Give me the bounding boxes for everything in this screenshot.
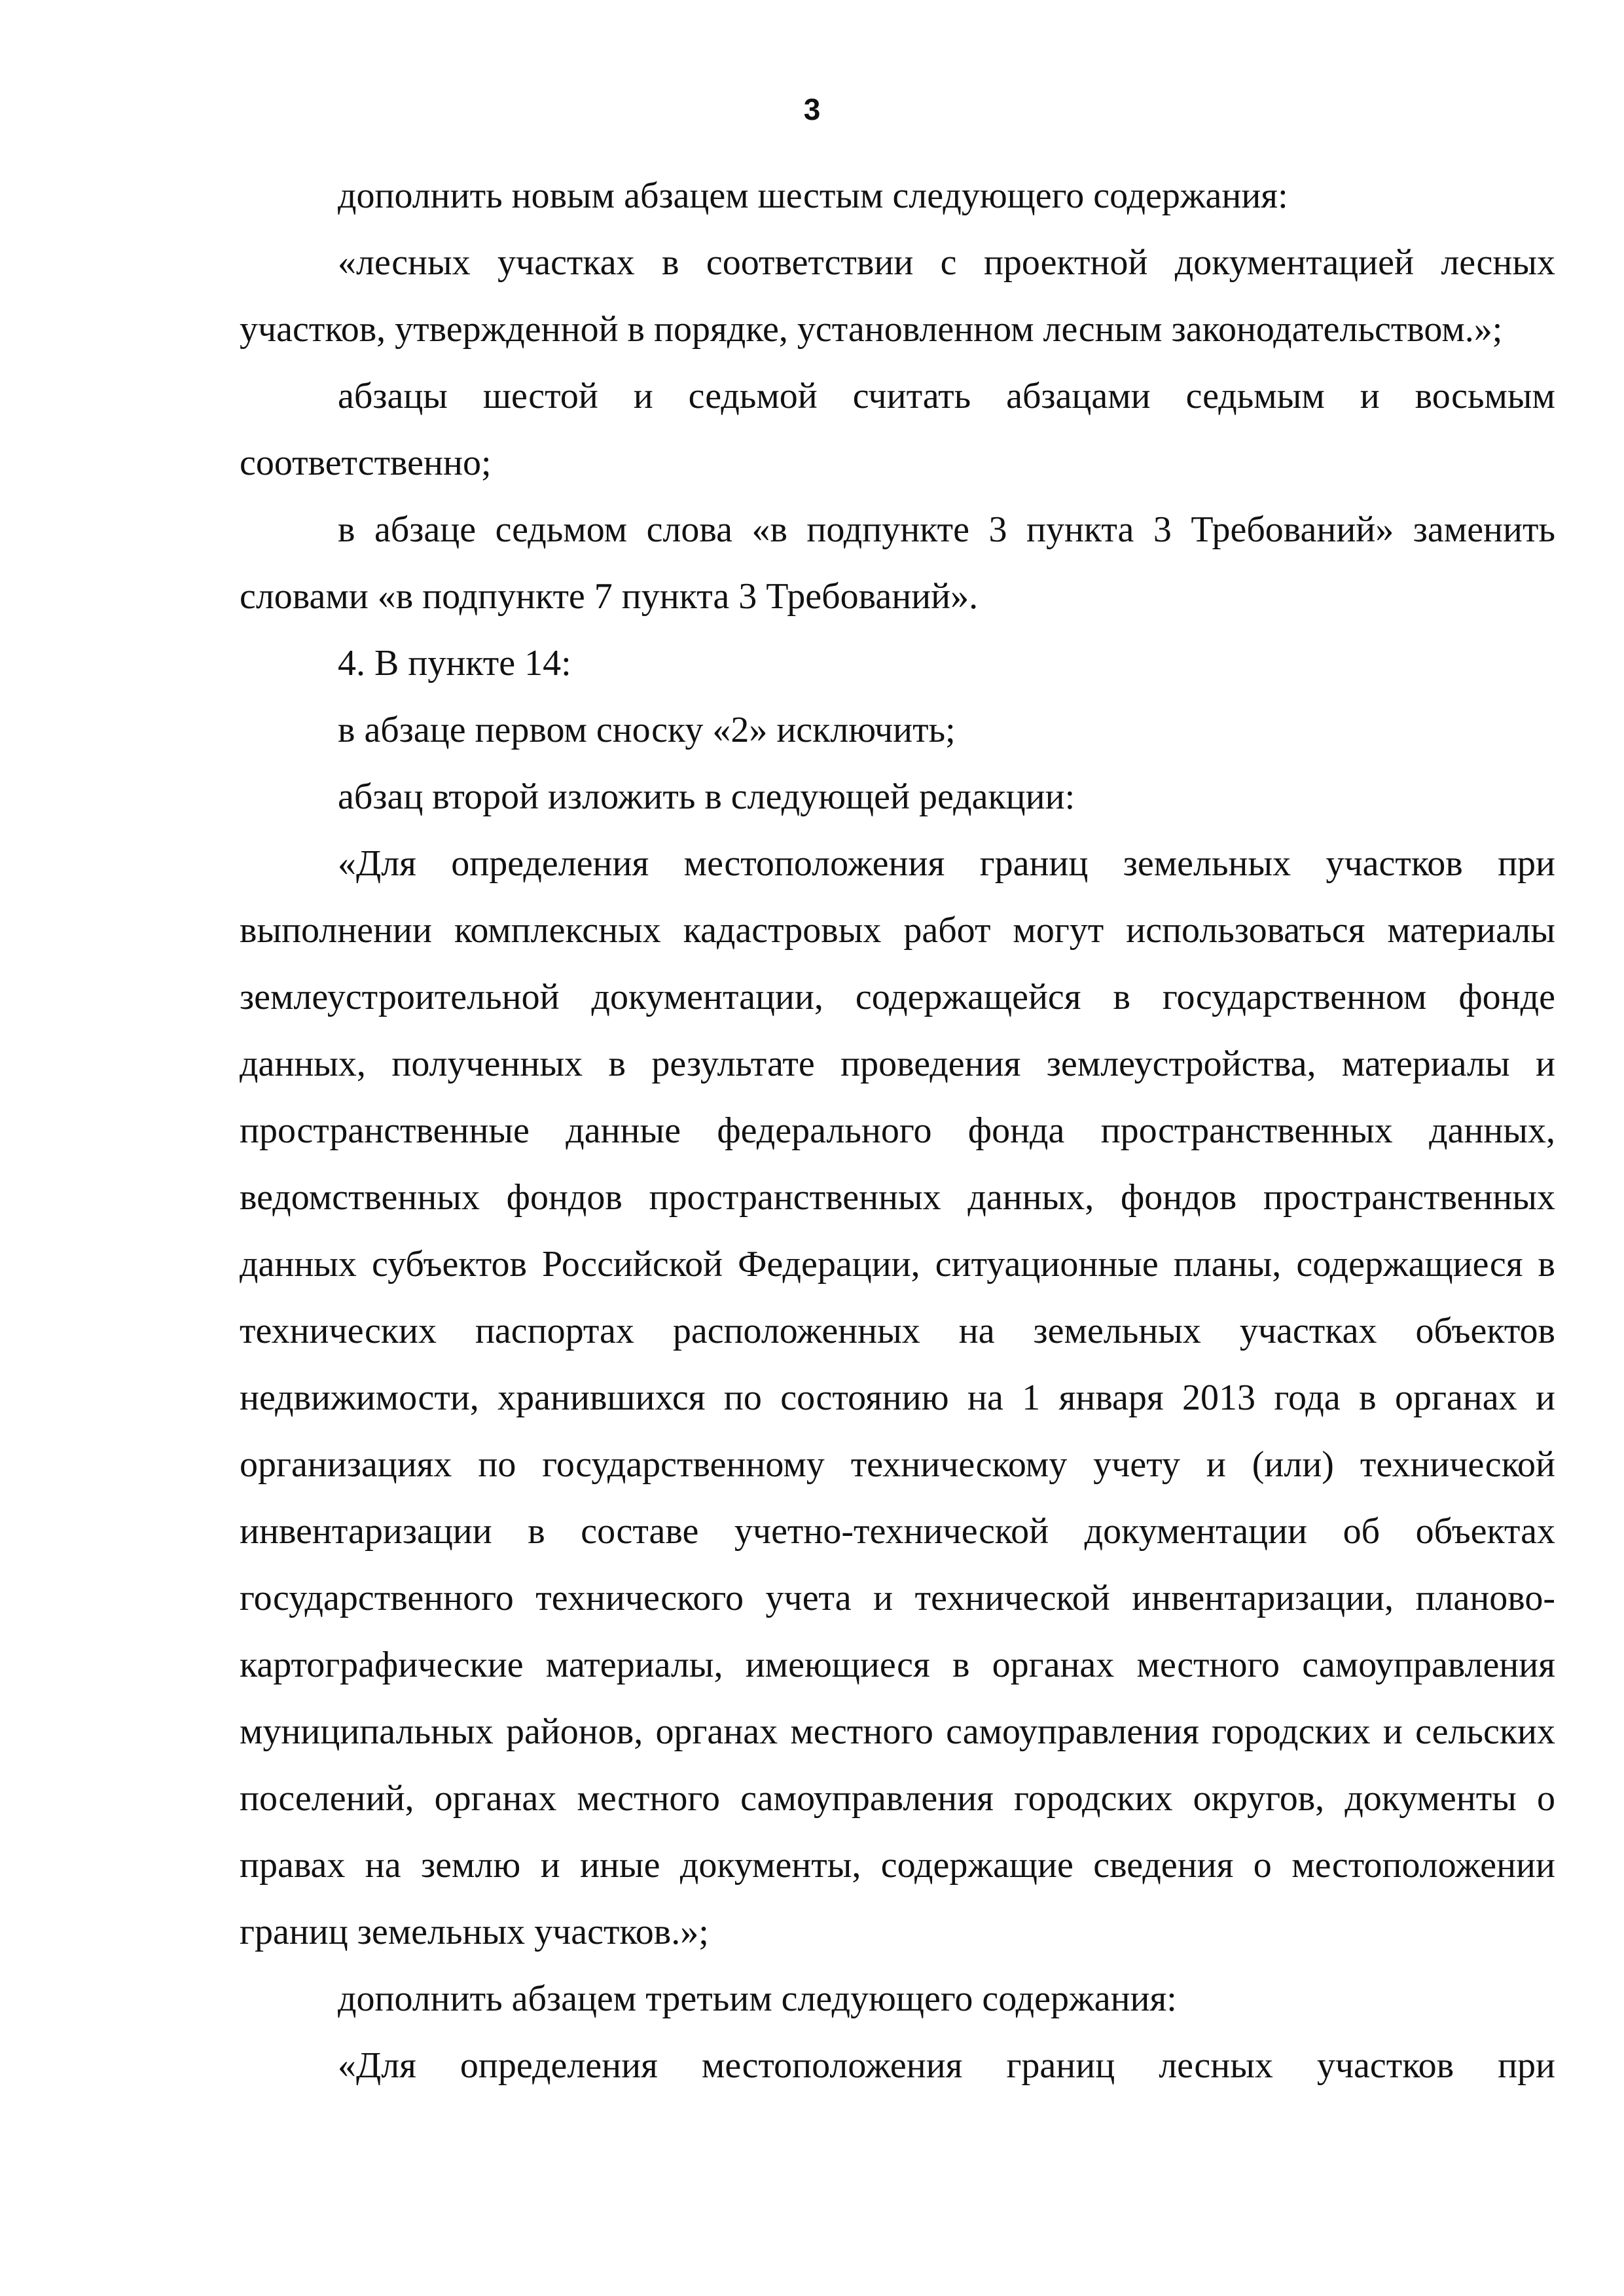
page-number: 3 <box>803 92 821 126</box>
paragraph: абзац второй изложить в следующей редакции: <box>338 776 1075 817</box>
paragraph: 4. В пункте 14: <box>338 643 571 683</box>
document-body <box>240 162 1555 2099</box>
paragraph: дополнить новым абзацем шестым следующего содержания: <box>338 175 1288 216</box>
paragraph: «Для определения местоположения границ лесных участков при <box>338 2045 1555 2086</box>
paragraph: «лесных участках в соответствии с проектной документацией лесных участков, утвержденной в порядке, установленном лесным законодательством.»; <box>240 242 1555 350</box>
paragraph: в абзаце первом сноску «2» исключить; <box>338 710 956 750</box>
paragraph: дополнить абзацем третьим следующего содержания: <box>338 1978 1177 2019</box>
paragraph: в абзаце седьмом слова «в подпункте 3 пункта 3 Требований» заменить словами «в подпункте 7 пункта 3 Требований». <box>240 509 1555 617</box>
paragraph: «Для определения местоположения границ земельных участков при выполнении комплексных кадастровых работ могут использоваться материалы землеустроительной документации, содержащейся в государственном фонде данных, полученных в результате проведения землеустройства, материалы и пространственные данные федерального фонда пространственных данных, ведомственных фондов пространственных данных, фондов пространственных данных субъектов Российской Федерации, ситуационные планы, содержащиеся в технических паспортах расположенных на земельных участках объектов недвижимости, хранившихся по состоянию на 1 января 2013 года в органах и организациях по государственному техническому учету и (или) технической инвентаризации в составе учетно-технической документации об объектах государственного технического учета и технической инвентаризации, планово-картографические материалы, имеющиеся в органах местного самоуправления муниципальных районов, органах местного самоуправления городских и сельских поселений, органах местного самоуправления городских округов, документы о правах на землю и иные документы, содержащие сведения о местоположении границ земельных участков.»; <box>240 843 1555 1952</box>
paragraph: абзацы шестой и седьмой считать абзацами седьмым и восьмым соответственно; <box>240 376 1555 483</box>
